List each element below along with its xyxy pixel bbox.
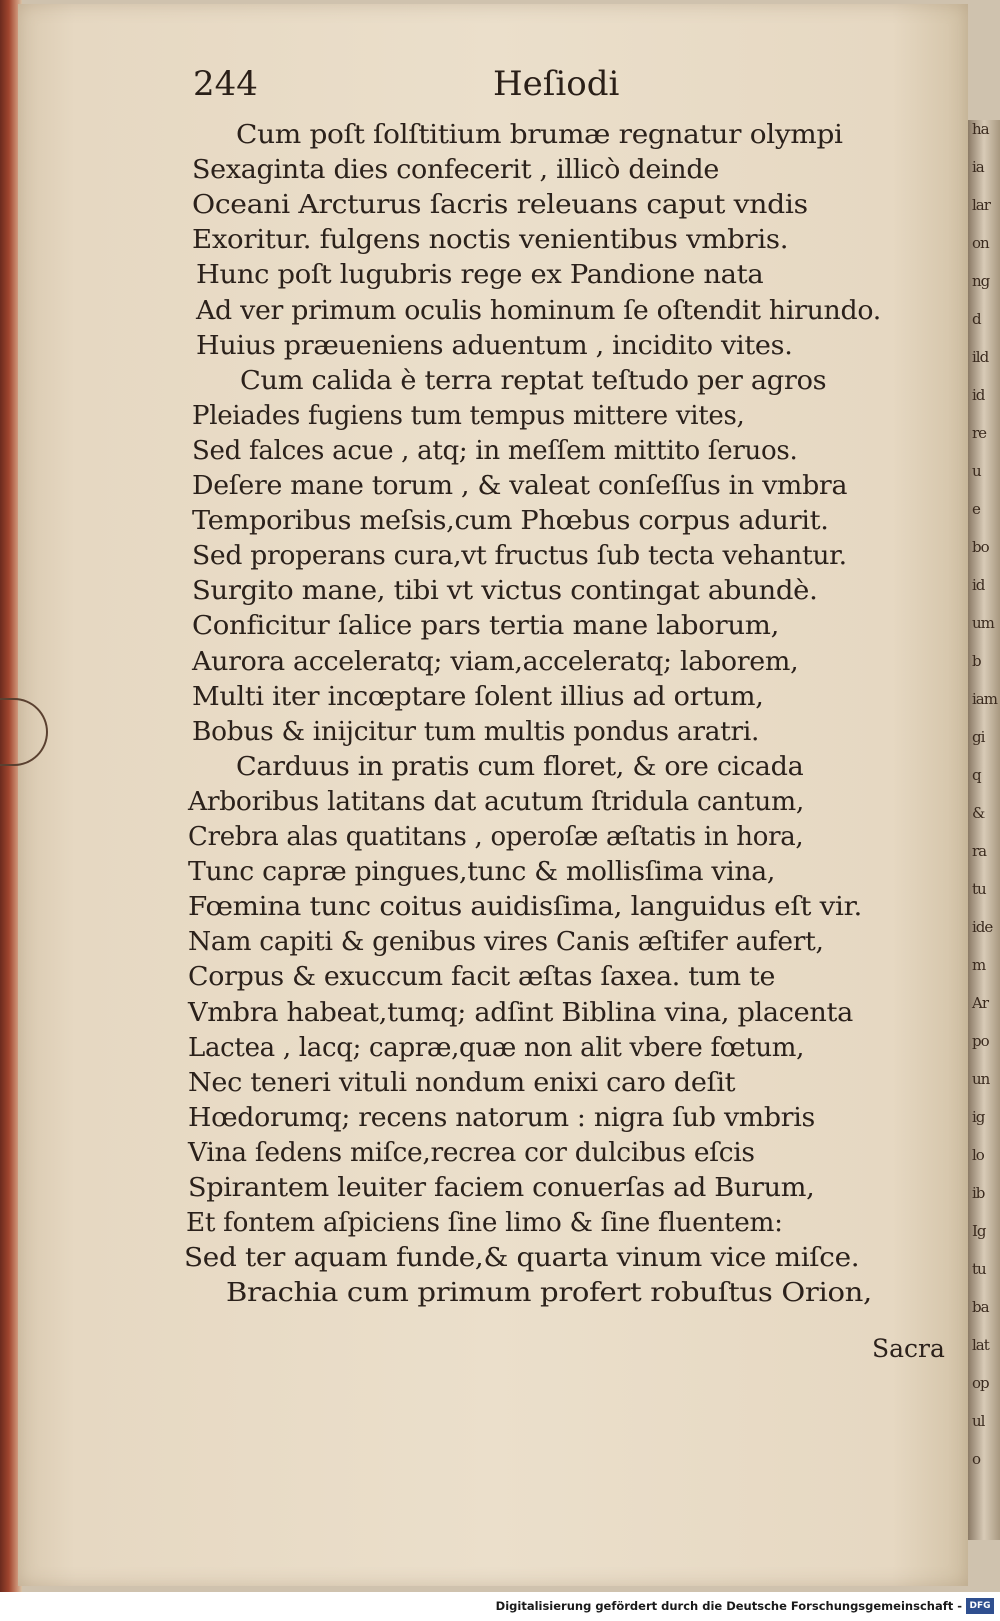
verse-line: Temporibus meſsis,cum Phœbus corpus adurit. — [192, 506, 829, 537]
verse-line: Pleiades fugiens tum tempus mittere vites, — [192, 400, 745, 431]
verse-line: Nec teneri vituli nondum enixi caro deſit — [188, 1067, 736, 1098]
adjacent-page-fragment: op — [972, 1374, 989, 1392]
adjacent-page-fragment: e — [972, 500, 980, 518]
dfg-logo: DFG — [966, 1598, 994, 1614]
verse-line: Deſere mane torum , & valeat conſeſſus in vmbra — [192, 471, 848, 501]
adjacent-page-fragment: ig — [972, 1108, 985, 1126]
page-header — [0, 64, 1000, 114]
adjacent-page-fragment: lar — [972, 196, 990, 214]
adjacent-page-fragment: m — [972, 956, 986, 974]
adjacent-page-fragment: o — [972, 1450, 981, 1468]
running-head: Heſiodi — [493, 64, 620, 104]
adjacent-page-fragment: ba — [972, 1298, 989, 1316]
verse-line: Crebra alas quatitans , operoſæ æſtatis in hora, — [188, 822, 804, 852]
verse-line: Carduus in pratis cum floret, & ore cicada — [236, 751, 804, 782]
adjacent-page-fragment: ha — [972, 120, 989, 138]
verse-line: Oceani Arcturus ſacris releuans caput vndis — [192, 190, 808, 221]
catchword: Sacra — [872, 1334, 945, 1363]
verse-line: Spirantem leuiter faciem conuerſas ad Burum, — [188, 1173, 815, 1203]
adjacent-page-fragment: um — [972, 614, 994, 632]
verse-line: Aurora acceleratq; viam,acceleratq; laborem, — [192, 646, 799, 677]
verse-line: Vina ſedens miſce,recrea cor dulcibus eſcis — [188, 1137, 755, 1168]
page-number: 244 — [193, 64, 258, 104]
verse-line: Sexaginta dies confecerit , illicò deinde — [192, 155, 719, 186]
verse-line: Lactea , lacq; capræ,quæ non alit vbere fœtum, — [188, 1032, 805, 1063]
adjacent-page-fragment: u — [972, 462, 981, 480]
adjacent-page-fragment: Ig — [972, 1222, 986, 1240]
adjacent-page-fragment: b — [972, 652, 981, 670]
verse-line: Sed ter aquam funde,& quarta vinum vice miſce. — [184, 1243, 860, 1274]
adjacent-page-fragment: ia — [972, 158, 984, 176]
verse-line: Hœdorumq; recens natorum : nigra ſub vmbris — [188, 1102, 815, 1133]
verse-line: Et fontem aſpiciens ſine limo & ſine fluentem: — [186, 1208, 783, 1239]
footer-bar — [0, 1592, 1000, 1621]
adjacent-page-fragment: po — [972, 1032, 989, 1050]
verse-line: Exoritur. fulgens noctis venientibus vmbris. — [192, 225, 789, 256]
verse-line: Surgito mane, tibi vt victus contingat abundè. — [192, 576, 818, 607]
verse-line: Bobus & inijcitur tum multis pondus aratri. — [192, 716, 760, 747]
adjacent-page-fragment: ib — [972, 1184, 985, 1202]
adjacent-page-fragment: ra — [972, 842, 987, 860]
adjacent-page-fragment: tu — [972, 1260, 986, 1278]
adjacent-page-fragment: on — [972, 234, 989, 252]
adjacent-page-fragment: d — [972, 310, 981, 328]
adjacent-page-fragment: iam — [972, 690, 997, 708]
verse-line: Hunc poſt lugubris rege ex Pandione nata — [196, 260, 764, 291]
verse-line: Multi iter incœptare ſolent illius ad ortum, — [192, 681, 764, 712]
adjacent-page-fragment: Ar — [972, 994, 989, 1012]
verse-line: Conficitur ſalice pars tertia mane laborum, — [192, 611, 780, 642]
adjacent-page-fragment: q — [972, 766, 981, 784]
adjacent-page-fragment: gi — [972, 728, 985, 746]
verse-line: Cum poſt ſolſtitium brumæ regnatur olympi — [236, 120, 843, 150]
adjacent-page-fragment: ng — [972, 272, 990, 290]
verse-line: Cum calida è terra reptat teſtudo per agros — [240, 365, 827, 396]
adjacent-page-fragment: ide — [972, 918, 993, 936]
verse-line: Tunc capræ pingues,tunc & mollisſima vina, — [188, 857, 776, 888]
adjacent-page-fragment: id — [972, 386, 985, 404]
adjacent-page-fragment: id — [972, 576, 985, 594]
verse-line: Ad ver primum oculis hominum ſe oſtendit hirundo. — [196, 295, 881, 326]
adjacent-page-strip — [968, 120, 1000, 1540]
digitization-credit: Digitalisierung gefördert durch die Deutsche Forschungsgemeinschaft - — [495, 1599, 962, 1613]
adjacent-page-fragment: bo — [972, 538, 989, 556]
verse-line: Fœmina tunc coitus auidisſima, languidus eſt vir. — [188, 892, 863, 923]
verse-line: Brachia cum primum profert robuſtus Orion, — [226, 1278, 872, 1309]
verse-line: Sed properans cura,vt fructus ſub tecta vehantur. — [192, 541, 847, 572]
verse-line: Sed falces acue , atq; in meſſem mittito ſeruos. — [192, 435, 798, 466]
verse-line: Nam capiti & genibus vires Canis æſtifer aufert, — [188, 927, 824, 958]
adjacent-page-fragment: lat — [972, 1336, 989, 1354]
verse-line: Corpus & exuccum facit æſtas ſaxea. tum te — [188, 962, 776, 993]
adjacent-page-fragment: & — [972, 804, 985, 822]
adjacent-page-fragment: lo — [972, 1146, 984, 1164]
adjacent-page-fragment: un — [972, 1070, 990, 1088]
adjacent-page-fragment: ild — [972, 348, 989, 366]
verse-line: Vmbra habeat,tumq; adſint Biblina vina, placenta — [188, 997, 853, 1028]
adjacent-page-fragment: tu — [972, 880, 986, 898]
adjacent-page-fragment: ul — [972, 1412, 985, 1430]
adjacent-page-fragment: re — [972, 424, 987, 442]
verse-line: Huius præueniens aduentum , incidito vites. — [196, 330, 793, 361]
verse-line: Arboribus latitans dat acutum ſtridula cantum, — [188, 786, 804, 817]
